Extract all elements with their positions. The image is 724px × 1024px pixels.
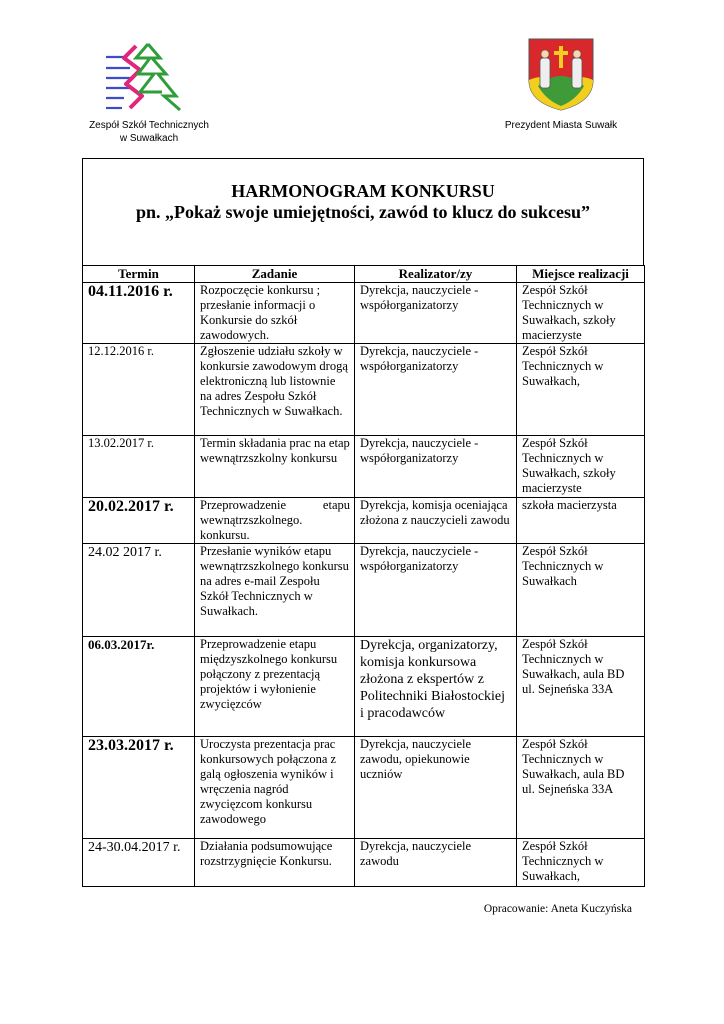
table-row bbox=[83, 637, 645, 737]
column-header-zadanie: Zadanie bbox=[195, 266, 355, 283]
cell-termin: 13.02.2017 r. bbox=[83, 436, 195, 498]
cell-miejsce: Zespół Szkół Technicznych w Suwałkach, aula BD ul. Sejneńska 33A bbox=[517, 637, 645, 737]
prepared-by-note: Opracowanie: Aneta Kuczyńska bbox=[483, 903, 632, 915]
cell-zadanie: Przeprowadzenie etapu międzyszkolnego konkursu połączony z prezentacją projektów i wyłonienie zwycięzców bbox=[195, 637, 355, 737]
cell-termin: 24-30.04.2017 r. bbox=[83, 839, 195, 887]
cell-zadanie: Rozpoczęcie konkursu ; przesłanie informacji o Konkursie do szkół zawodowych. bbox=[195, 283, 355, 344]
cell-realizator: Dyrekcja, nauczyciele - współorganizatorzy bbox=[355, 283, 517, 344]
cell-realizator: Dyrekcja, komisja oceniająca złożona z nauczycieli zawodu bbox=[355, 498, 517, 544]
table-row bbox=[83, 498, 645, 544]
column-header-miejsce: Miejsce realizacji bbox=[517, 266, 645, 283]
cell-realizator: Dyrekcja, nauczyciele zawodu bbox=[355, 839, 517, 887]
cell-termin: 12.12.2016 r. bbox=[83, 344, 195, 436]
left-caption-line2: w Suwałkach bbox=[119, 133, 179, 144]
left-caption-line1: Zespół Szkół Technicznych bbox=[89, 120, 209, 131]
cell-termin: 23.03.2017 r. bbox=[83, 737, 195, 839]
cell-zadanie: Termin składania prac na etap wewnątrzszkolny konkursu bbox=[195, 436, 355, 498]
schedule-table bbox=[82, 265, 645, 887]
cell-miejsce: Zespół Szkół Technicznych w Suwałkach, bbox=[517, 839, 645, 887]
cell-miejsce: szkoła macierzysta bbox=[517, 498, 645, 544]
cell-termin: 06.03.2017r. bbox=[83, 637, 195, 737]
table-header-row bbox=[83, 266, 645, 283]
cell-realizator: Dyrekcja, nauczyciele - współorganizatorzy bbox=[355, 344, 517, 436]
table-row bbox=[83, 737, 645, 839]
cell-zadanie: Uroczysta prezentacja prac konkursowych połączona z galą ogłoszenia wyników i wręczenia nagród zwycięzcom konkursu zawodowego bbox=[195, 737, 355, 839]
cell-miejsce: Zespół Szkół Technicznych w Suwałkach, bbox=[517, 344, 645, 436]
column-header-realizator: Realizator/zy bbox=[355, 266, 517, 283]
cell-zadanie: Przesłanie wyników etapu wewnątrzszkolnego konkursu na adres e-mail Zespołu Szkół Technicznych w Suwałkach. bbox=[195, 544, 355, 637]
cell-termin: 24.02 2017 r. bbox=[83, 544, 195, 637]
title-box bbox=[82, 158, 644, 266]
table-row bbox=[83, 283, 645, 344]
cell-miejsce: Zespół Szkół Technicznych w Suwałkach, szkoły macierzyste bbox=[517, 436, 645, 498]
table-row bbox=[83, 436, 645, 498]
cell-termin: 04.11.2016 r. bbox=[83, 283, 195, 344]
table-row bbox=[83, 839, 645, 887]
left-logo-caption bbox=[74, 119, 224, 145]
cell-miejsce: Zespół Szkół Technicznych w Suwałkach, szkoły macierzyste bbox=[517, 283, 645, 344]
table-row bbox=[83, 544, 645, 637]
column-header-termin: Termin bbox=[83, 266, 195, 283]
cell-termin: 20.02.2017 r. bbox=[83, 498, 195, 544]
cell-zadanie: Działania podsumowujące rozstrzygnięcie Konkursu. bbox=[195, 839, 355, 887]
cell-miejsce: Zespół Szkół Technicznych w Suwałkach, aula BD ul. Sejneńska 33A bbox=[517, 737, 645, 839]
right-logo-caption: Prezydent Miasta Suwałk bbox=[504, 120, 618, 131]
zst-logo bbox=[104, 40, 184, 114]
cell-realizator: Dyrekcja, nauczyciele zawodu, opiekunowie uczniów bbox=[355, 737, 517, 839]
cell-miejsce: Zespół Szkół Technicznych w Suwałkach bbox=[517, 544, 645, 637]
cell-realizator: Dyrekcja, nauczyciele - współorganizatorzy bbox=[355, 436, 517, 498]
cell-realizator: Dyrekcja, organizatorzy, komisja konkursowa złożona z ekspertów z Politechniki Białostockiej i pracodawców bbox=[355, 637, 517, 737]
table-row bbox=[83, 344, 645, 436]
cell-zadanie: Zgłoszenie udziału szkoły w konkursie zawodowym drogą elektroniczną lub listownie na adres Zespołu Szkół Technicznych w Suwałkach. bbox=[195, 344, 355, 436]
document-subtitle: pn. „Pokaż swoje umiejętności, zawód to klucz do sukcesu” bbox=[135, 202, 590, 222]
document-title: HARMONOGRAM KONKURSU bbox=[231, 181, 495, 201]
suwalki-crest-logo bbox=[526, 36, 596, 112]
cell-zadanie: Przeprowadzenie etapu wewnątrzszkolnego. konkursu. bbox=[195, 498, 355, 544]
cell-realizator: Dyrekcja, nauczyciele - współorganizatorzy bbox=[355, 544, 517, 637]
